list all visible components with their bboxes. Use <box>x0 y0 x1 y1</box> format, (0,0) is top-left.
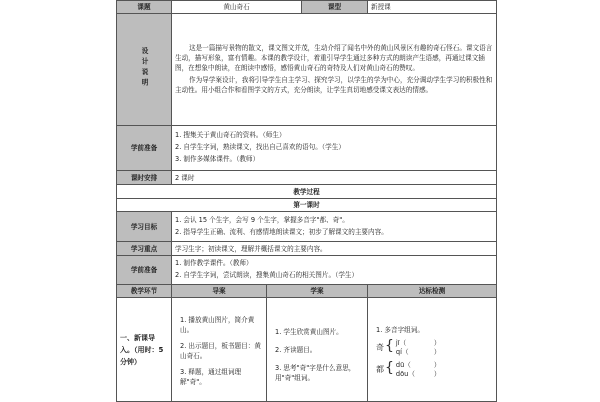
schedule-label: 课时安排 <box>117 171 172 185</box>
prep2-item: 1. 制作教学课件。（教师） <box>175 259 253 267</box>
prep-item: 1. 搜集关于黄山奇石的资料。（师生） <box>175 131 286 139</box>
goal-item: 2. 指导学生正确、流利、有感情地朗读课文；初步了解课文的主要内容。 <box>175 227 388 236</box>
header-row <box>117 1 497 14</box>
pinyin-option: jī（ <box>395 338 407 347</box>
prep2-label: 学前准备 <box>117 256 172 285</box>
study-item: 1. 学生欣赏黄山图片。 <box>275 327 343 336</box>
prep-row <box>117 126 497 171</box>
focus-value: 学习生字；初读课文，理解并概括课文的主要内容。 <box>172 242 497 256</box>
pinyin-options <box>396 361 441 379</box>
study-item: 2. 齐读题目。 <box>275 345 317 354</box>
lesson-plan-table <box>116 0 497 402</box>
step1-row <box>117 298 497 402</box>
topic-value: 黄山奇石 <box>172 1 302 14</box>
goals-label: 学习目标 <box>117 212 172 242</box>
design-paragraph-2: 作为导学案设计，我将引导学生自主学习、探究学习，以学生的学为中心，充分调动学生学习的积极性和主动性。用小组合作和看图学文的方式，充分朗读，让学生真切地感受课文表达的情感。 <box>175 75 493 94</box>
design-paragraph-1: 这是一篇描写景物的散文，课文图文并茂，生动介绍了闻名中外的黄山风景区有趣的奇石怪石。课文语言生动，描写形象，富有情趣。本课的教学设计，着重引导学生通过多种方式的朗读产生语感，再通过课文插图，在想象中朗读，在朗读中感悟，感悟黄山奇石的奇特及人们对黄山奇石的赞叹。 <box>175 43 493 72</box>
pinyin-option: dū（ <box>395 360 411 369</box>
char-dou: 都 <box>376 364 384 374</box>
prep-content <box>172 126 497 171</box>
pinyin-group-qi <box>376 339 492 357</box>
step1-guide <box>172 298 267 402</box>
lesson-title-row <box>117 199 497 212</box>
pinyin-group-dou <box>376 361 492 379</box>
close-paren: ） <box>433 369 441 378</box>
close-paren: ） <box>433 347 441 356</box>
prep-item: 2. 自学生字词，熟读课文，找出自己喜欢的语句。（学生） <box>175 143 345 151</box>
brace-icon: { <box>385 337 394 354</box>
prep2-row <box>117 256 497 285</box>
type-value: 新授课 <box>368 1 497 14</box>
schedule-value: 2 课时 <box>172 171 497 185</box>
check-header: 达标检测 <box>368 285 497 298</box>
type-label: 课型 <box>302 1 368 14</box>
design-label: 设计说明 <box>140 46 148 90</box>
topic-label: 课题 <box>117 1 172 14</box>
goals-content <box>172 212 497 242</box>
stage-header: 教学环节 <box>117 285 172 298</box>
design-row <box>117 14 497 126</box>
schedule-row <box>117 171 497 185</box>
step1-study <box>267 298 368 402</box>
prep2-item: 2. 自学生字词，尝试朗读，搜集黄山奇石的相关图片。（学生） <box>175 271 359 279</box>
step1-check <box>368 298 497 402</box>
design-content <box>172 14 497 126</box>
prep2-content <box>172 256 497 285</box>
focus-label: 学习重点 <box>117 242 172 256</box>
close-paren: ） <box>433 338 441 347</box>
process-title: 教学过程 <box>117 185 497 199</box>
design-label-cell <box>117 14 172 126</box>
goals-row <box>117 212 497 242</box>
study-header: 学案 <box>267 285 368 298</box>
step1-stage: 一、新课导入。（用时：5 分钟） <box>117 298 172 402</box>
study-item: 3. 思考"奇"字是什么意思，用"奇"组词。 <box>275 363 356 382</box>
guide-header: 导案 <box>172 285 267 298</box>
prep-label: 学前准备 <box>117 126 172 171</box>
pinyin-options <box>396 339 441 357</box>
lesson-title: 第一课时 <box>117 199 497 212</box>
pinyin-option: qí（ <box>395 347 409 356</box>
prep-item: 3. 制作多媒体课件。（教师） <box>175 155 260 163</box>
guide-item: 3. 释题，通过组词理解"奇"。 <box>180 367 242 386</box>
focus-row <box>117 242 497 256</box>
check-title: 1. 多音字组词。 <box>376 325 424 334</box>
guide-item: 2. 出示题目，板书题目：黄山奇石。 <box>180 341 261 360</box>
char-qi: 奇 <box>376 342 384 352</box>
brace-icon: { <box>385 359 394 376</box>
steps-header-row <box>117 285 497 298</box>
close-paren: ） <box>433 360 441 369</box>
guide-item: 1. 播放黄山图片，简介黄山。 <box>180 315 255 334</box>
goal-item: 1. 会认 15 个生字，会写 9 个生字，掌握多音字"都、奇"。 <box>175 215 349 224</box>
pinyin-option: dōu（ <box>395 369 415 378</box>
process-title-row <box>117 185 497 199</box>
